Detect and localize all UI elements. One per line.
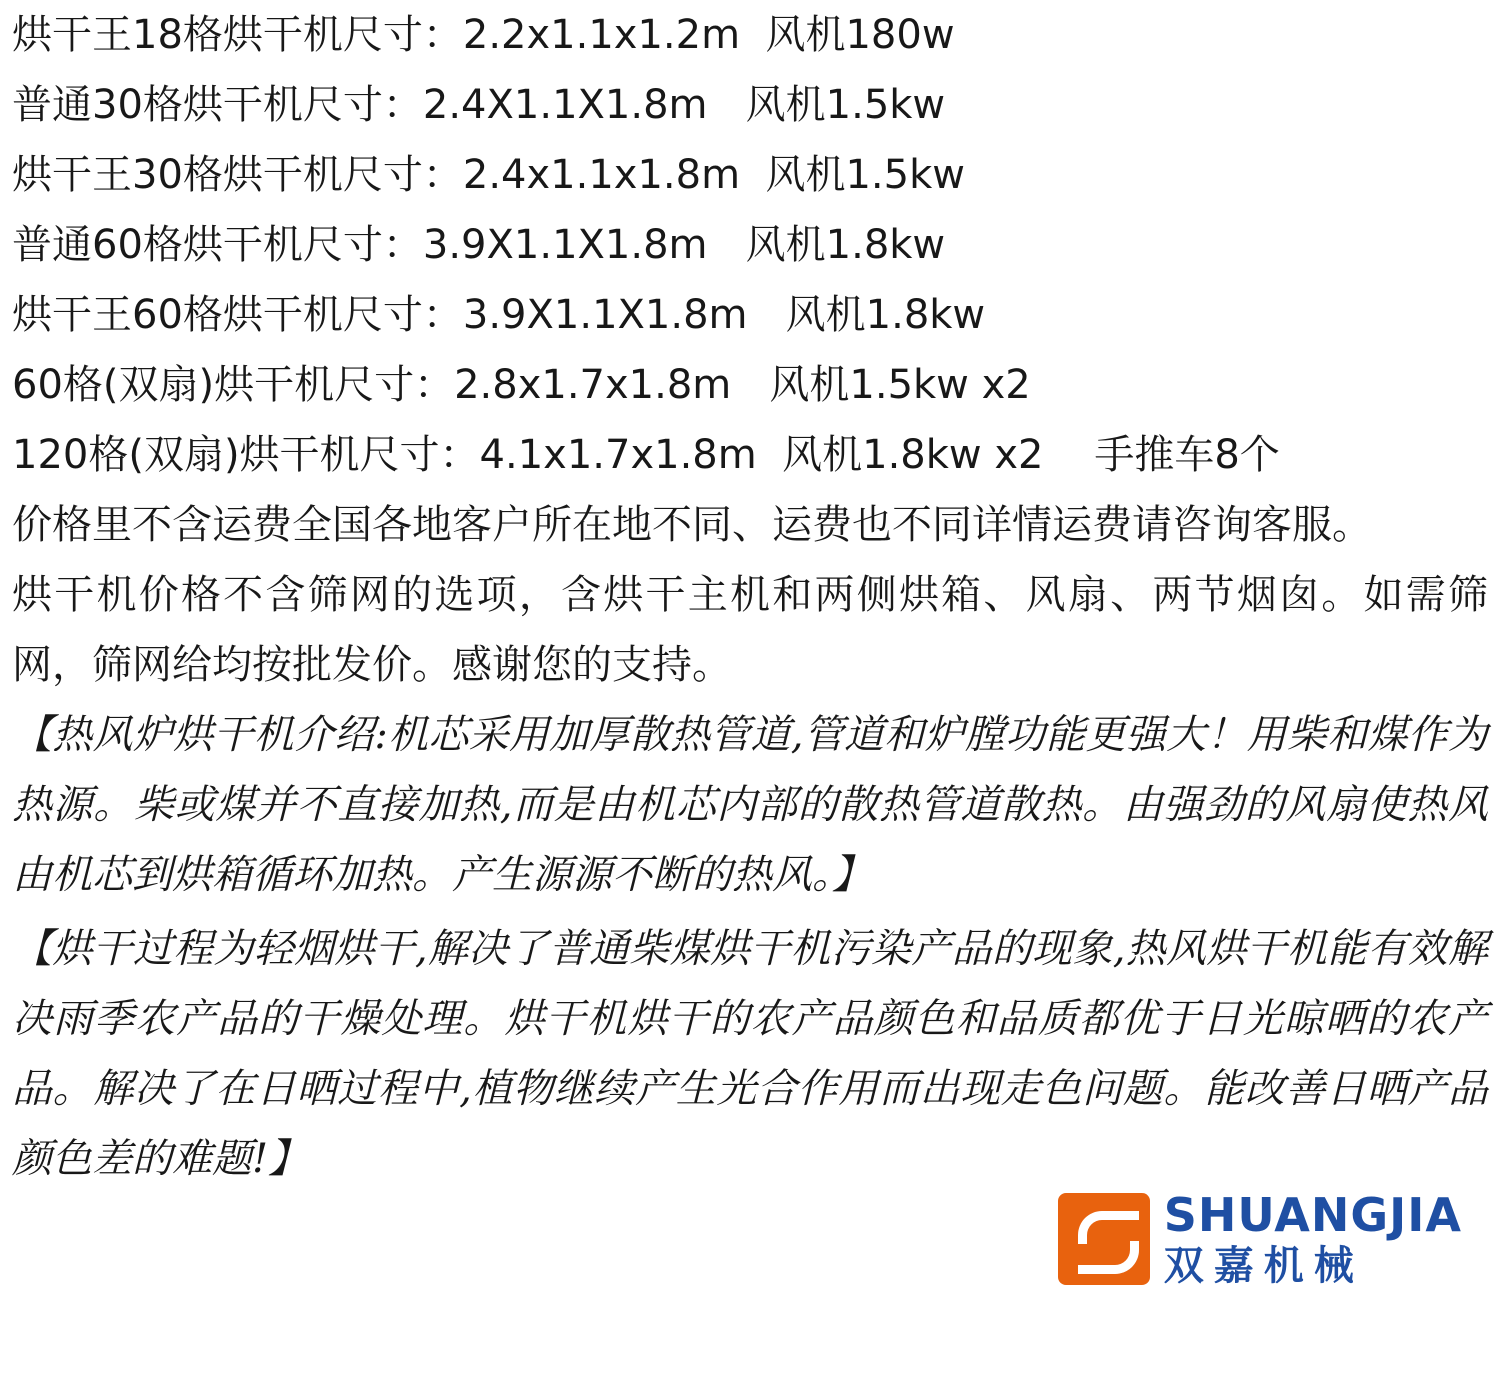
paragraph-drying-process: 【烘干过程为轻烟烘干,解决了普通柴煤烘干机污染产品的现象,热风烘干机能有效解决雨季农产品的干燥处理。烘干机烘干的农产品颜色和品质都优于日光晾晒的农产品。解决了在日晒过程中,植物继续产生光合作用而出现走色问题。能改善日晒产品颜色差的难题!】 xyxy=(12,926,1488,1182)
brand-text xyxy=(1163,1188,1462,1289)
paragraph-screen-note: 烘干机价格不含筛网的选项，含烘干主机和两侧烘箱、风扇、两节烟囱。如需筛网，筛网给均按批发价。感谢您的支持。 xyxy=(12,572,1488,688)
brand-watermark xyxy=(1058,1188,1462,1289)
spec-line: 普通30格烘干机尺寸：2.4X1.1X1.8m 风机1.5kw xyxy=(12,82,946,128)
spec-line: 烘干王18格烘干机尺寸：2.2x1.1x1.2m 风机180w xyxy=(12,12,955,58)
page-top-edge-artifact xyxy=(120,0,190,8)
spec-line: 120格(双扇)烘干机尺寸：4.1x1.7x1.8m 风机1.8kw x2 手推车8个 xyxy=(12,432,1280,478)
brand-name-cn: 双嘉机械 xyxy=(1163,1243,1364,1289)
paragraph-hot-air-intro: 【热风炉烘干机介绍:机芯采用加厚散热管道,管道和炉膛功能更强大！用柴和煤作为热源。柴或煤并不直接加热,而是由机芯内部的散热管道散热。由强劲的风扇使热风由机芯到烘箱循环加热。产生源源不断的热风。】 xyxy=(12,712,1488,898)
brand-name-en: SHUANGJIA xyxy=(1163,1188,1462,1242)
sj-monogram-icon xyxy=(1058,1193,1150,1285)
spec-line: 烘干王30格烘干机尺寸：2.4x1.1x1.8m 风机1.5kw xyxy=(12,152,965,198)
paragraph-shipping-note: 价格里不含运费全国各地客户所在地不同、运费也不同详情运费请咨询客服。 xyxy=(12,502,1372,548)
spec-line: 烘干王60格烘干机尺寸：3.9X1.1X1.8m 风机1.8kw xyxy=(12,292,986,338)
specification-list xyxy=(12,0,1488,490)
spec-line: 60格(双扇)烘干机尺寸：2.8x1.7x1.8m 风机1.5kw x2 xyxy=(12,362,1031,408)
spec-line: 普通60格烘干机尺寸：3.9X1.1X1.8m 风机1.8kw xyxy=(12,222,946,268)
